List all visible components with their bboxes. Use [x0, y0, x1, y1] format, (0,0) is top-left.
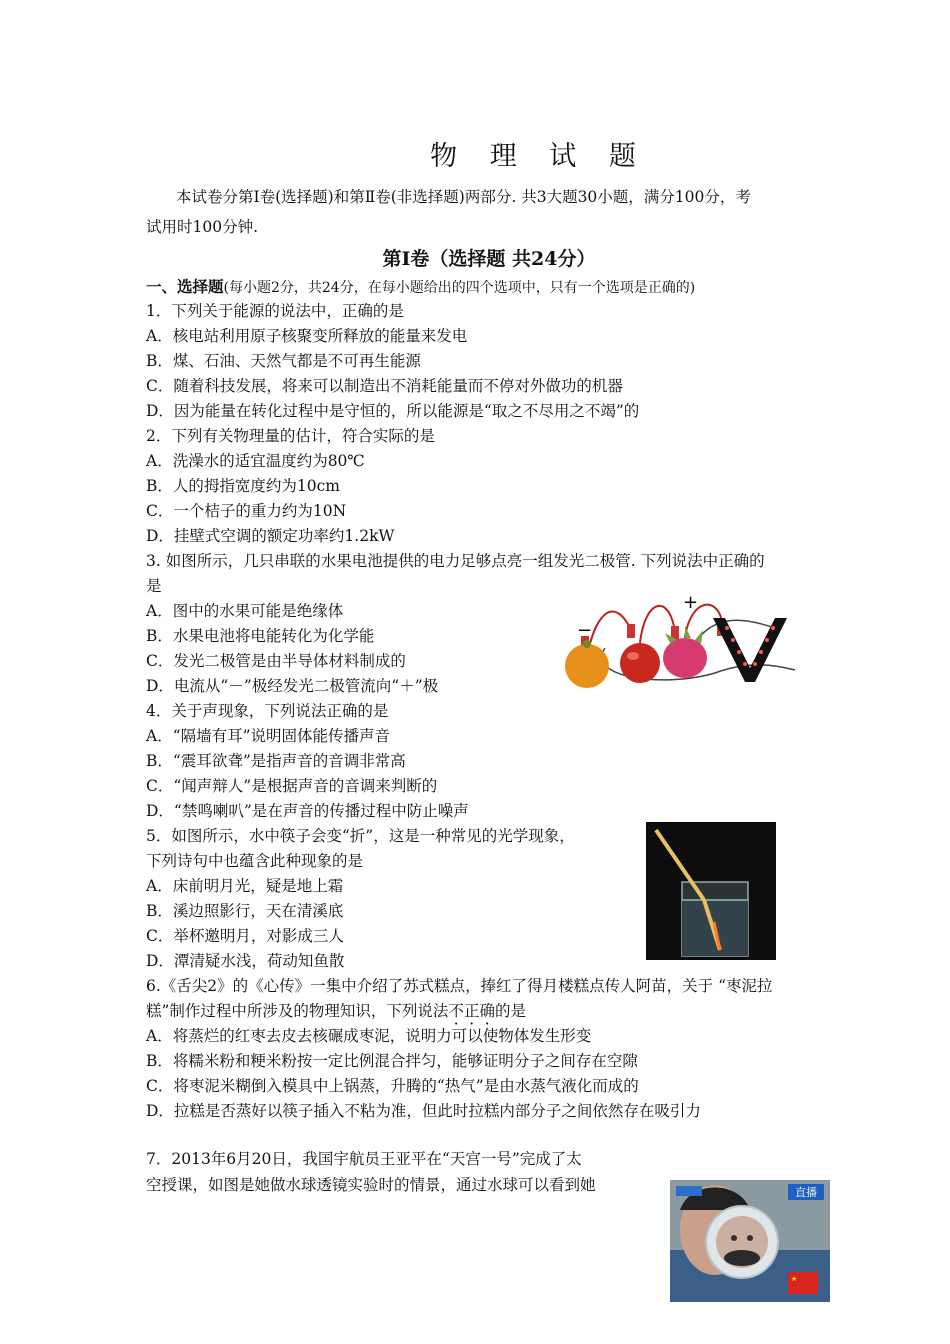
- q4-option-a: A．“隔墙有耳”说明固体能传播声音: [146, 727, 391, 745]
- section-note: (每小题2分，共24分，在每小题给出的四个选项中，只有一个选项是正确的): [223, 280, 696, 296]
- emphasis-char-1: 不: [448, 1002, 464, 1020]
- q6-stem-line-2: [146, 1000, 526, 1022]
- q3-stem-line-1: 3. 如图所示，几只串联的水果电池提供的电力足够点亮一组发光二极管. 下列说法中正确的: [146, 552, 765, 570]
- q4-stem: 4．关于声现象，下列说法正确的是: [146, 702, 389, 720]
- q6-option-b: B．将糯米粉和粳米粉按一定比例混合拌匀，能够证明分子之间存在空隙: [146, 1052, 638, 1070]
- q5-option-b: B．溪边照影行，天在清溪底: [146, 902, 344, 920]
- section-heading: 第Ⅰ卷（选择题 共24分）: [382, 248, 596, 270]
- q3-option-b: B．水果电池将电能转化为化学能: [146, 627, 375, 645]
- section-label: 一、选择题: [146, 277, 224, 296]
- q6-stem-tail: 的是: [494, 1002, 526, 1020]
- q3-stem-line-2: 是: [146, 577, 162, 595]
- q2-option-d: D．挂壁式空调的额定功率约1.2kW: [146, 527, 395, 545]
- chopstick-in-water-image: [646, 822, 776, 960]
- q4-option-c: C．“闻声辩人”是根据声音的音调来判断的: [146, 777, 438, 795]
- q4-option-d: D．“禁鸣喇叭”是在声音的传播过程中防止噪声: [146, 802, 469, 820]
- plus-sign: +: [683, 592, 699, 613]
- emphasis-char-3: 确: [479, 1002, 495, 1020]
- q1-stem: 1．下列关于能源的说法中，正确的是: [146, 302, 404, 320]
- q1-option-a: A．核电站利用原子核聚变所释放的能量来发电: [146, 327, 468, 345]
- q2-option-a: A．洗澡水的适宜温度约为80℃: [146, 452, 365, 470]
- q7-stem-line-1: 7．2013年6月20日，我国宇航员王亚平在“天宫一号”完成了太: [146, 1150, 582, 1168]
- q2-option-c: C．一个桔子的重力约为10N: [146, 502, 347, 520]
- q2-option-b: B．人的拇指宽度约为10cm: [146, 477, 340, 495]
- q6-option-a: A．将蒸烂的红枣去皮去核碾成枣泥，说明力可以使物体发生形变: [146, 1027, 592, 1045]
- minus-sign: −: [577, 620, 593, 641]
- q3-option-a: A．图中的水果可能是绝缘体: [146, 602, 344, 620]
- section-instructions: [146, 276, 695, 299]
- q5-option-d: D．潭清疑水浅，荷动知鱼散: [146, 952, 345, 970]
- q1-option-d: D．因为能量在转化过程中是守恒的，所以能源是“取之不尽用之不竭”的: [146, 402, 640, 420]
- q5-option-c: C．举杯邀明月，对影成三人: [146, 927, 344, 945]
- q7-stem-line-2: 空授课，如图是她做水球透镜实验时的情景，通过水球可以看到她: [146, 1176, 596, 1194]
- q3-option-d: D．电流从“－”极经发光二极管流向“＋”极: [146, 677, 439, 695]
- water-ball-lens-image: [670, 1180, 830, 1302]
- q5-stem-line-2: 下列诗句中也蕴含此种现象的是: [146, 852, 364, 870]
- q6-stem-line-1: 6.《舌尖2》的《心传》一集中介绍了苏式糕点，捧红了得月楼糕点传人阿苗，关于 “枣泥拉: [146, 977, 773, 995]
- q6-option-c: C．将枣泥米糊倒入模具中上锅蒸，升腾的“热气”是由水蒸气液化而成的: [146, 1077, 639, 1095]
- q6-stem-text: 糕”制作过程中所涉及的物理知识，下列说法: [146, 1002, 449, 1020]
- emphasis-char-2: 正: [463, 1002, 480, 1020]
- page-title: 物 理 试 题: [430, 141, 648, 172]
- q5-option-a: A．床前明月光，疑是地上霜: [146, 877, 344, 895]
- fruit-battery-image: [545, 588, 800, 693]
- q2-stem: 2．下列有关物理量的估计，符合实际的是: [146, 427, 435, 445]
- q1-option-c: C．随着科技发展，将来可以制造出不消耗能量而不停对外做功的机器: [146, 377, 623, 395]
- q6-option-d: D．拉糕是否蒸好以筷子插入不粘为准，但此时拉糕内部分子之间依然存在吸引力: [146, 1102, 701, 1120]
- live-badge: 直播: [795, 1186, 817, 1199]
- q3-option-c: C．发光二极管是由半导体材料制成的: [146, 652, 406, 670]
- q1-option-b: B．煤、石油、天然气都是不可再生能源: [146, 352, 421, 370]
- intro-line-2: 试用时100分钟.: [146, 218, 259, 236]
- intro-line-1: 本试卷分第Ⅰ卷(选择题)和第Ⅱ卷(非选择题)两部分. 共3大题30小题，满分100分，考: [176, 188, 751, 206]
- q5-stem-line-1: 5．如图所示，水中筷子会变“折”，这是一种常见的光学现象，: [146, 827, 575, 845]
- q4-option-b: B．“震耳欲聋”是指声音的音调非常高: [146, 752, 406, 770]
